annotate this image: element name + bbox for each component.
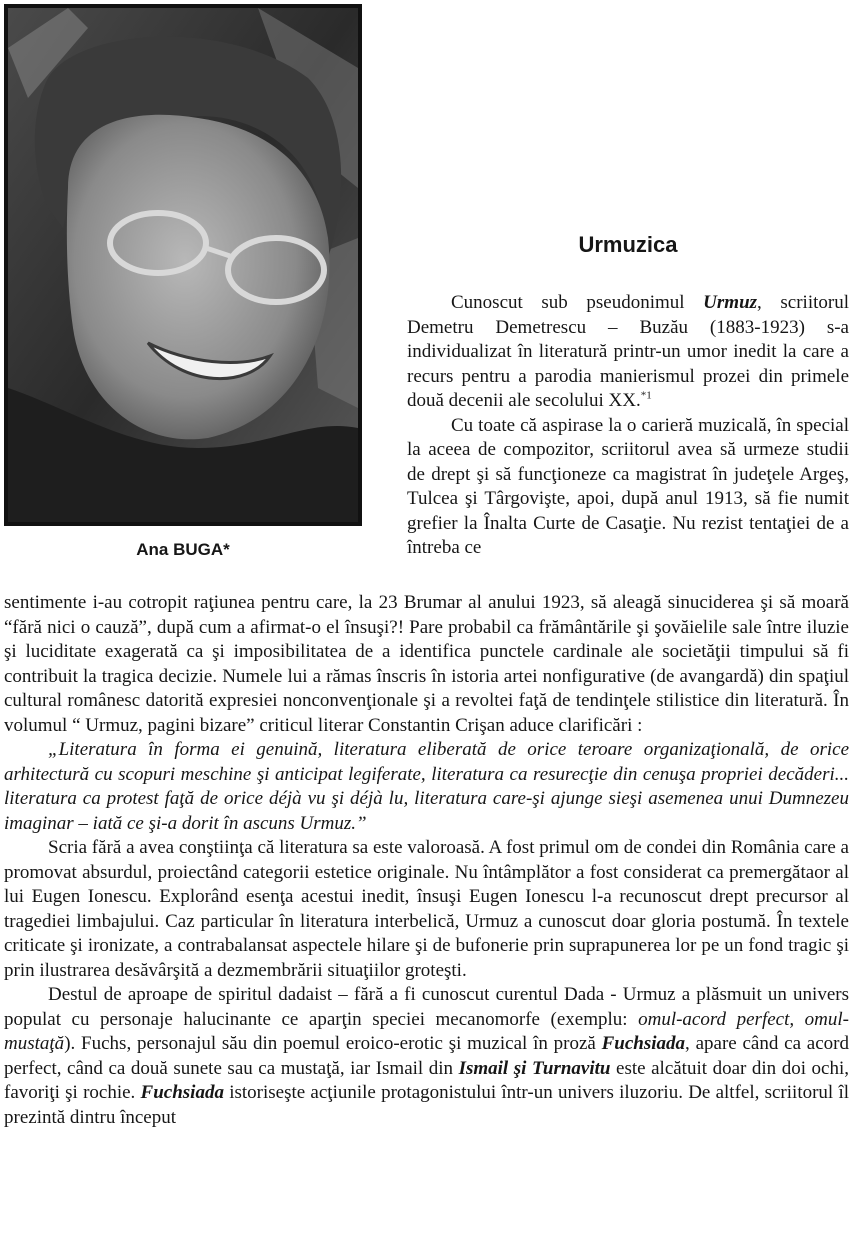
p4-text-c: ). Fuchs, personajul său din poemul eroico-erotic şi muzical în proză <box>64 1033 602 1054</box>
author-photo <box>4 4 362 526</box>
pseudonym-name: Urmuz <box>703 292 758 313</box>
intro-column <box>407 291 849 561</box>
paragraph-career-continued: sentimente i-au cotropit raţiunea pentru care, la 23 Brumar al anului 1923, să aleagă sinuciderea şi să moară “fără nici o cauză”, după cum a afirmat-o el însuşi?! Pare probabil ca frământările şi şovăielile sale între iluzie şi luciditate exagerată ca şi imposibilitatea de a identifica punctele cardinale ale societăţii timpului să fi contribuit la tragica decizie. Numele lui a rămas înscris în istoria artei nonfigurative (de avangardă) din spaţiul cultural românesc datorită expresiei nonconvenţionale şi a revoltei faţă de tendinţele stilistice din literatură. În volumul “ Urmuz, pagini bizare” criticul literar Constantin Crişan aduce clarificări : <box>4 592 849 736</box>
author-name: Ana BUGA* <box>136 540 230 559</box>
p4-text-a: Destul de aproape de spiritul dadaist – fără a fi cunoscut curentul Dada - Urmuz a plăsmuit un univers populat cu personaje halucinante ce aparţin speciei mecanomorfe (exemplu: <box>4 984 849 1030</box>
p4-text-e: , apare când ca acord perfect, când ca două sunete sau ca mustaţă, iar Ismail din <box>4 1033 849 1079</box>
paragraph-dadaism <box>4 983 849 1130</box>
portrait-image <box>8 8 358 522</box>
full-width-text <box>4 591 849 1130</box>
intro-text-a: Cunoscut sub pseudonimul <box>451 292 704 313</box>
intro-text-c: , scriitorul Demetru Demetrescu – Buzău (1883-1923) s-a individualizat în literatură printr-un umor inedit la care a recurs pentru a parodia manierismul prozei din primele două decenii ale secolului XX. <box>407 292 849 411</box>
work-title-fuchsiada-2: Fuchsiada <box>140 1082 224 1103</box>
article-title: Urmuzica <box>578 232 678 257</box>
footnote-marker: *1 <box>640 389 652 402</box>
work-title-ismail: Ismail şi Turnavitu <box>458 1057 611 1079</box>
paragraph-intro <box>407 291 849 414</box>
block-quote: „Literatura în forma ei genuină, literatura eliberată de orice teroare organizaţională, de orice arhitectură cu scopuri meschine şi anticipat legiferate, literatura ca resurecţie din cenuşa propriei decăderi... literatura ca protest faţă de orice déjà vu şi déjà lu, literatura care-şi ajunge sieşi asemenea unui Dumnezeu imaginar – iată ce şi-a dorit în ascuns Urmuz.” <box>4 739 849 834</box>
paragraph-legacy: Scria fără a avea conştiinţa că literatura sa este valoroasă. A fost primul om de condei din România care a promovat absurdul, proiectând categorii estetice originale. Nu întâmplător a fost considerat ca premergătaor al lui Eugen Ionescu. Explorând esenţa acestui inedit, însuşi Eugen Ionescu l-a recunoscut drept precursor al tragediei limbajului. Caz particular în literatura interbelică, Urmuz a cunoscut doar gloria postumă. În textele criticate şi ironizate, a contrabalansat aspectele hilare şi de bufonerie prin suprapunerea lor pe un fond tragic şi prin ilustrarea desăvârşită a dezmembrării situaţiilor groteşti. <box>4 837 849 981</box>
p4-text-g: este alcătuit doar din doi ochi, favoriţi şi rochie. <box>4 1057 849 1103</box>
p4-text-i: istoriseşte acţiunile protagonistului într-un univers iluzoriu. De altfel, scriitorul îl prezintă dintru început <box>4 1082 850 1128</box>
work-title-fuchsiada: Fuchsiada <box>601 1033 686 1054</box>
p4-example-characters: omul-acord perfect, omul- mustaţă <box>4 1008 849 1054</box>
paragraph-career-start: Cu toate că aspirase la o carieră muzicală, în special la aceea de compozitor, scriitorul avea să urmeze studii de drept şi să funcţioneze ca magistrat în judeţele Argeş, Tulcea şi Târgovişte, apoi, după anul 1913, să fie numit grefier la Înalta Curte de Casaţie. Nu rezist tentaţiei de a întreba ce <box>407 414 849 558</box>
